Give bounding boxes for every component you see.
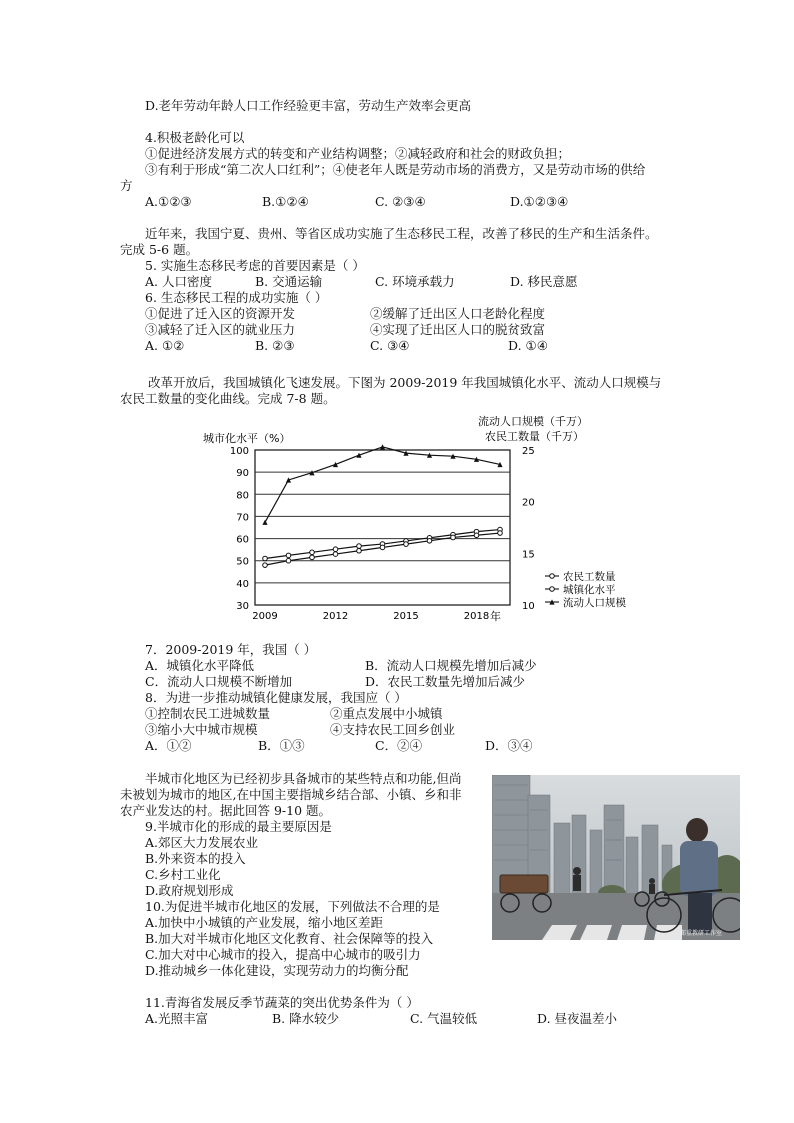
data-point	[310, 555, 315, 560]
q8-item-1: ①控制农民工进城数量	[145, 706, 271, 721]
q4-statement-line3: 方	[120, 178, 133, 193]
x-tick-label: 2009	[252, 611, 278, 622]
left-axis-label: 城市化水平（%）	[203, 432, 291, 445]
data-point	[333, 552, 338, 557]
q6-item-1: ①促进了迁入区的资源开发	[145, 306, 296, 321]
data-point	[357, 544, 362, 549]
left-tick-label: 60	[236, 534, 249, 546]
left-tick-label: 70	[236, 512, 249, 524]
intro-9-10-line3: 农产业发达的村。据此回答 9-10 题。	[120, 803, 332, 818]
intro-5-6-line2: 完成 5-6 题。	[120, 242, 199, 257]
q10-option-c: C.加大对中心城市的投入，提高中心城市的吸引力	[145, 947, 421, 962]
q9-option-c: C.乡村工业化	[145, 867, 221, 882]
x-tick-label: 2012	[322, 611, 349, 622]
left-tick-label: 80	[236, 490, 249, 502]
q4-option-c: C. ②③④	[375, 194, 426, 209]
q8-item-3: ③缩小大中城市规模	[145, 722, 258, 737]
photo-watermark: 郑重教研工作室	[680, 930, 723, 937]
data-point	[263, 556, 268, 561]
legend-label: 农民工数量	[563, 571, 616, 583]
urbanization-chart	[195, 410, 645, 625]
q3-option-d: D.老年劳动年龄人口工作经验更丰富，劳动生产效率会更高	[145, 98, 472, 113]
legend-label: 城镇化水平	[563, 584, 616, 596]
right-tick-label: 25	[522, 446, 535, 457]
q8-item-4: ④支持农民工回乡创业	[330, 722, 456, 737]
q7-stem: 7．2009-2019 年，我国（ ）	[145, 642, 317, 657]
legend-label: 流动人口规模	[563, 597, 626, 609]
x-unit-label: 年	[490, 610, 501, 623]
q8-option-d: D．③④	[485, 738, 533, 753]
data-point	[474, 533, 479, 538]
q11-option-d: D. 昼夜温差小	[537, 1011, 618, 1026]
q9-option-b: B.外来资本的投入	[145, 851, 246, 866]
q9-option-d: D.政府规划形成	[145, 883, 234, 898]
q6-option-b: B. ②③	[255, 338, 295, 353]
data-point	[404, 542, 409, 547]
right-axis-label-1: 流动人口规模（千万）	[478, 415, 588, 428]
q4-option-b: B.①②④	[262, 194, 309, 209]
plot-frame	[255, 450, 510, 605]
data-point	[262, 520, 267, 525]
left-tick-label: 40	[236, 578, 249, 590]
q4-statement-line1: ①促进经济发展方式的转变和产业结构调整；②减轻政府和社会的财政负担；	[145, 146, 571, 161]
data-point	[333, 547, 338, 552]
q7-option-d: D．农民工数量先增加后减少	[365, 674, 526, 689]
q11-option-b: B. 降水较少	[272, 1011, 340, 1026]
street-photo	[492, 775, 740, 940]
right-tick-label: 15	[522, 549, 535, 561]
q6-option-d: D. ①④	[508, 338, 548, 353]
q5-option-a: A. 人口密度	[145, 274, 212, 289]
q4-statement-line2: ③有利于形成“第二次人口红利”；④使老年人既是劳动市场的消费方，又是劳动市场的供给	[145, 162, 646, 177]
q11-option-c: C. 气温较低	[410, 1011, 478, 1026]
x-tick-label: 2015	[393, 611, 419, 622]
q5-option-c: C. 环境承载力	[375, 274, 455, 289]
data-point	[310, 550, 315, 555]
q6-item-2: ②缓解了迁出区人口老龄化程度	[370, 306, 546, 321]
q6-option-a: A. ①②	[145, 338, 185, 353]
data-point	[357, 548, 362, 553]
intro-9-10-line2: 未被划为城市的地区,在中国主要指城乡结合部、小镇、乡和非	[120, 787, 462, 802]
data-point	[286, 553, 291, 558]
street-photo-illustration	[492, 775, 740, 940]
q7-option-c: C．流动人口规模不断增加	[145, 674, 293, 689]
q6-stem: 6. 生态移民工程的成功实施（ ）	[145, 290, 328, 305]
intro-7-8-line1: 改革开放后，我国城镇化飞速发展。下图为 2009-2019 年我国城镇化水平、流动人口规模与	[148, 375, 662, 390]
q10-option-b: B.加大对半城市化地区文化教育、社会保障等的投入	[145, 931, 434, 946]
q9-stem: 9.半城市化的形成的最主要原因是	[145, 819, 332, 834]
q11-stem: 11.青海省发展反季节蔬菜的突出优势条件为（ ）	[145, 995, 419, 1010]
data-point	[451, 535, 456, 540]
intro-9-10-line1: 半城市化地区为已经初步具备城市的某些特点和功能,但尚	[145, 771, 462, 786]
intro-5-6-line1: 近年来，我国宁夏、贵州、等省区成功实施了生态移民工程，改善了移民的生产和生活条件。	[145, 226, 658, 241]
q7-option-a: A．城镇化水平降低	[145, 658, 255, 673]
data-point	[356, 453, 361, 458]
data-point	[286, 558, 291, 563]
q10-option-a: A.加快中小城镇的产业发展，缩小地区差距	[145, 915, 384, 930]
q7-option-b: B．流动人口规模先增加后减少	[365, 658, 537, 673]
q4-stem: 4.积极老龄化可以	[145, 130, 245, 145]
data-point	[380, 545, 385, 550]
left-tick-label: 50	[236, 556, 249, 568]
q6-option-c: C. ③④	[370, 338, 410, 353]
q8-stem: 8．为进一步推动城镇化健康发展，我国应（ ）	[145, 690, 407, 705]
left-tick-label: 100	[229, 446, 249, 457]
q8-option-c: C．②④	[375, 738, 423, 753]
intro-7-8-line2: 农民工数量的变化曲线。完成 7-8 题。	[120, 391, 336, 406]
x-tick-label: 2018	[463, 611, 490, 622]
legend-marker	[550, 574, 555, 579]
q5-stem: 5. 实施生态移民考虑的首要因素是（ ）	[145, 258, 365, 273]
data-point	[498, 531, 503, 536]
q11-option-a: A.光照丰富	[145, 1011, 209, 1026]
q10-stem: 10.为促进半城市化地区的发展，下列做法不合理的是	[145, 899, 440, 914]
q5-option-d: D. 移民意愿	[510, 274, 578, 289]
legend-marker	[550, 587, 555, 592]
series-line-2	[265, 447, 500, 522]
q6-item-3: ③减轻了迁入区的就业压力	[145, 322, 296, 337]
right-tick-label: 20	[522, 497, 535, 509]
q4-option-d: D.①②③④	[510, 194, 569, 209]
q5-option-b: B. 交通运输	[255, 274, 323, 289]
left-tick-label: 90	[236, 468, 249, 480]
q6-item-4: ④实现了迁出区人口的脱贫致富	[370, 322, 546, 337]
q8-option-b: B．①③	[258, 738, 305, 753]
q4-option-a: A.①②③	[145, 194, 192, 209]
q9-option-a: A.郊区大力发展农业	[145, 835, 259, 850]
data-point	[427, 538, 432, 543]
right-axis-label-2: 农民工数量（千万）	[485, 430, 584, 443]
q8-option-a: A．①②	[145, 738, 192, 753]
left-tick-label: 30	[236, 601, 249, 612]
data-point	[263, 563, 268, 568]
q10-option-d: D.推动城乡一体化建设，实现劳动力的均衡分配	[145, 963, 409, 978]
q8-item-2: ②重点发展中小城镇	[330, 706, 443, 721]
data-point	[333, 462, 338, 467]
right-tick-label: 10	[522, 601, 535, 612]
